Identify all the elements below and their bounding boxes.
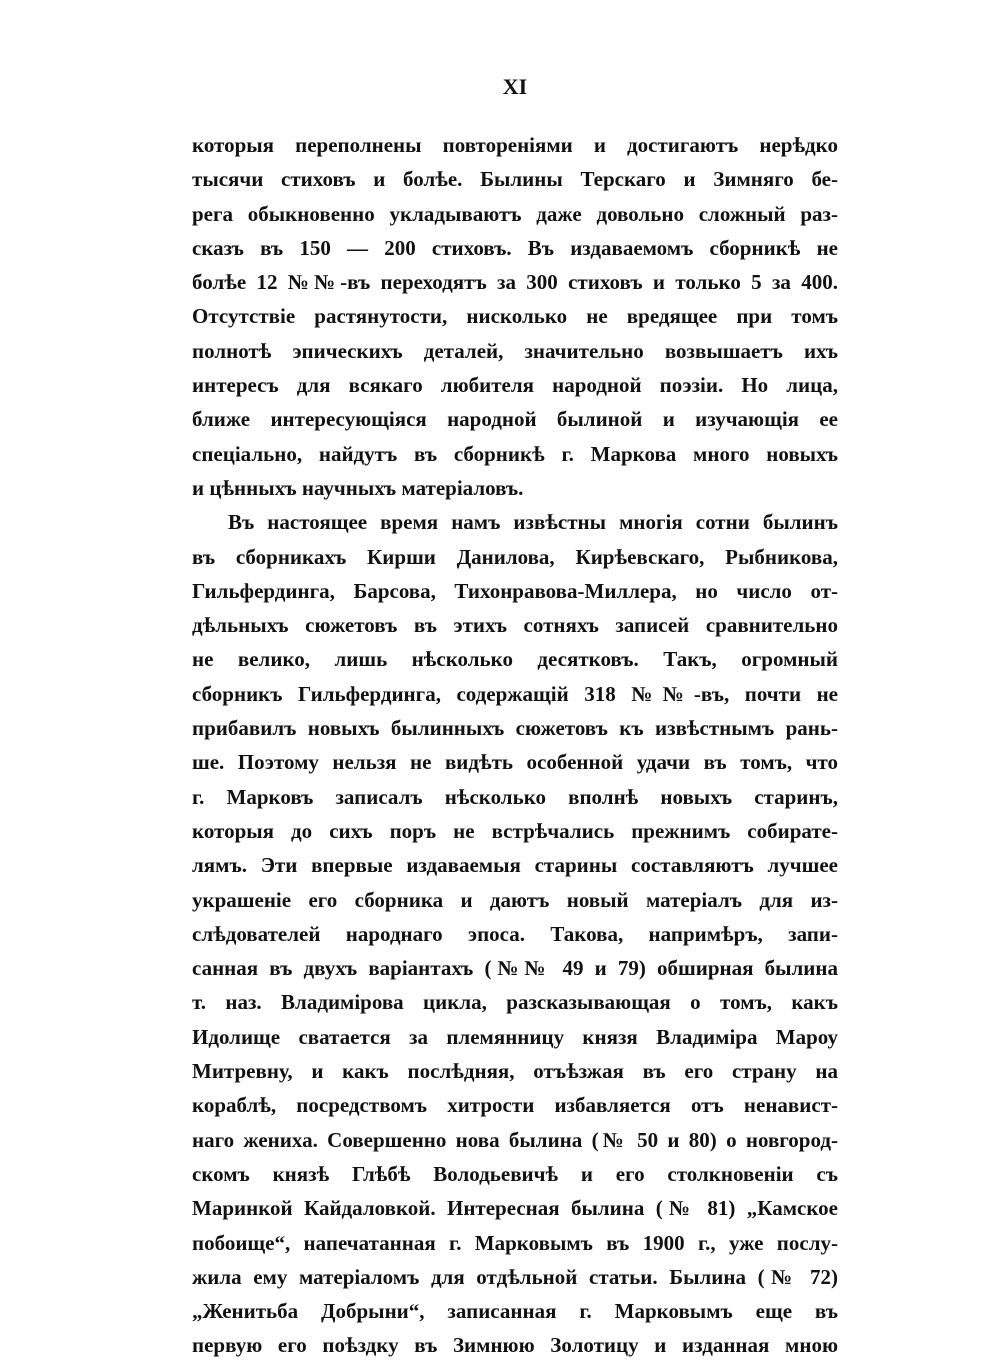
text-line: санная въ двухъ варіантахъ (№№ 49 и 79) обширная былина bbox=[192, 956, 838, 981]
text-line: „Женитьба Добрыни“, записанная г. Марковымъ еще въ bbox=[192, 1299, 838, 1324]
text-line: Отсутствіе растянутости, нисколько не вредящее при томъ bbox=[192, 304, 838, 329]
text-line: спеціально, найдутъ въ сборникѣ г. Маркова много новыхъ bbox=[192, 441, 838, 466]
text-line: кораблѣ, посредствомъ хитрости избавляется отъ ненавист- bbox=[192, 1093, 838, 1118]
paragraph bbox=[192, 505, 838, 1362]
text-line: сборникъ Гильфердинга, содержащій 318 №№-въ, почти не bbox=[192, 681, 838, 706]
text-line: Идолище сватается за племянницу князя Владиміра Мароу bbox=[192, 1024, 838, 1049]
text-line: побоище“, напечатанная г. Марковымъ въ 1900 г., уже послу- bbox=[192, 1230, 838, 1255]
text-line: рега обыкновенно укладываютъ даже довольно сложный раз- bbox=[192, 201, 838, 226]
text-line: т. наз. Владимірова цикла, разсказывающая о томъ, какъ bbox=[192, 990, 838, 1015]
page-number: XI bbox=[502, 74, 528, 99]
text-line: которыя переполнены повтореніями и достигаютъ нерѣдко bbox=[192, 133, 838, 157]
text-line: ше. Поэтому нельзя не видѣть особенной удачи въ томъ, что bbox=[192, 750, 838, 775]
text-line: жила ему матеріаломъ для отдѣльной статьи. Былина (№ 72) bbox=[192, 1264, 838, 1289]
text-line: и цѣнныхъ научныхъ матеріаловъ. bbox=[192, 475, 524, 500]
text-line: не велико, лишь нѣсколько десятковъ. Такъ, огромный bbox=[192, 647, 838, 672]
text-line: наго жениха. Совершенно нова былина (№ 50 и 80) о новгород- bbox=[192, 1127, 838, 1152]
text-line: украшеніе его сборника и даютъ новый матеріалъ для из- bbox=[192, 887, 838, 912]
text-line: Маринкой Кайдаловкой. Интересная былина (№ 81) „Камское bbox=[192, 1196, 838, 1221]
text-line: сказъ въ 150 — 200 стиховъ. Въ издаваемомъ сборникѣ не bbox=[192, 235, 838, 260]
text-line: дѣльныхъ сюжетовъ въ этихъ сотняхъ записей сравнительно bbox=[192, 613, 838, 638]
text-line: Гильфердинга, Барсова, Тихонравова-Миллера, но число от- bbox=[192, 578, 838, 603]
text-line: которыя до сихъ поръ не встрѣчались прежнимъ собирате- bbox=[192, 818, 838, 843]
text-line: первую его поѣздку въ Зимнюю Золотицу и изданная мною bbox=[192, 1333, 838, 1358]
text-line: болѣе 12 №№-въ переходятъ за 300 стиховъ и только 5 за 400. bbox=[192, 270, 838, 295]
text-line: полнотѣ эпическихъ деталей, значительно возвышаетъ ихъ bbox=[192, 338, 838, 363]
text-line: интересъ для всякаго любителя народной поэзіи. Но лица, bbox=[192, 373, 838, 398]
text-line: слѣдователей народнаго эпоса. Такова, напримѣръ, запи- bbox=[192, 921, 838, 946]
text-line: скомъ князѣ Глѣбѣ Володьевичѣ и его столкновеніи съ bbox=[192, 1161, 838, 1186]
text-line: тысячи стиховъ и болѣе. Былины Терскаго и Зимняго бе- bbox=[192, 167, 838, 192]
text-line: прибавилъ новыхъ былинныхъ сюжетовъ къ извѣстнымъ рань- bbox=[192, 716, 838, 741]
text-line: въ сборникахъ Кирши Данилова, Кирѣевскаго, Рыбникова, bbox=[192, 544, 838, 569]
text-line: Въ настоящее время намъ извѣстны многія сотни былинъ bbox=[228, 510, 838, 535]
paragraph bbox=[192, 128, 838, 505]
text-line: ближе интересующіяся народной былиной и изучающія ее bbox=[192, 407, 838, 432]
text-line: г. Марковъ записалъ нѣсколько вполнѣ новыхъ старинъ, bbox=[192, 784, 838, 809]
text-line: Митревну, и какъ послѣдняя, отъѣзжая въ его страну на bbox=[192, 1059, 838, 1084]
body-text bbox=[192, 128, 838, 1363]
text-line: лямъ. Эти впервые издаваемыя старины составляютъ лучшее bbox=[192, 853, 838, 878]
